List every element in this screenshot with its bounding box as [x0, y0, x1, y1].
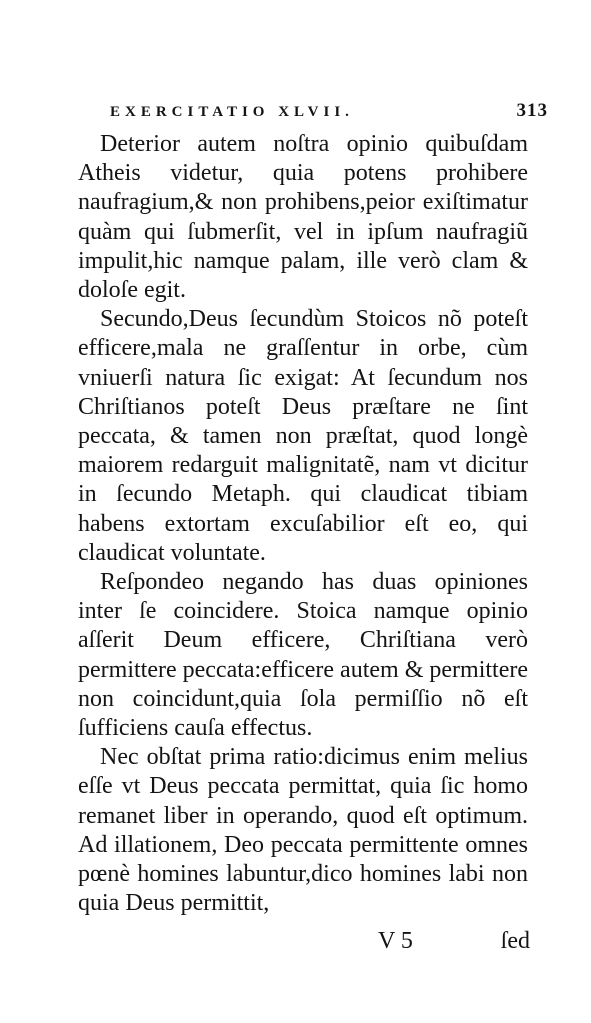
running-title: EXERCITATIO XLVII. [110, 104, 354, 120]
paragraph-3: Reſpondeo negando has duas opiniones inter ſe coincidere. Stoica namque opinio aſſerit Deum efficere, Chriſtiana verò permittere peccata:efficere autem & permittere non coincidunt,quia ſola permiſſio nõ eſt ſufficiens cauſa effectus. [78, 569, 528, 742]
text-body [78, 130, 528, 918]
running-header [110, 100, 548, 121]
signature-mark: V 5 [378, 928, 413, 954]
catchword: ſed [500, 928, 530, 954]
page-number: 313 [516, 100, 548, 121]
paragraph-2: Secundo,Deus ſecundùm Stoicos nõ poteſt efficere,mala ne graſſentur in orbe, cùm vniuerſi natura ſic exigat: At ſecundum nos Chriſtianos poteſt Deus præſtare ne ſint peccata, & tamen non præſtat, quod longè maiorem redarguit malignitatẽ, nam vt dicitur in ſecundo Metaph. qui claudicat tibiam habens extortam excuſabilior eſt eo, qui claudicat voluntate. [78, 306, 528, 566]
paragraph-4: Nec obſtat prima ratio:dicimus enim melius eſſe vt Deus peccata permittat, quia ſic homo remanet liber in operando, quod eſt optimum. Ad illationem, Deo peccata permittente omnes pœnè homines labuntur,dico homines labi non quia Deus permittit, [78, 744, 528, 917]
paragraph-1: Deterior autem noſtra opinio quibuſdam Atheis videtur, quia potens prohibere naufragium,& non prohibens,peior exiſtimatur quàm qui ſubmerſit, vel in ipſum naufragiũ impulit,hic namque palam, ille verò clam & doloſe egit. [78, 131, 528, 304]
